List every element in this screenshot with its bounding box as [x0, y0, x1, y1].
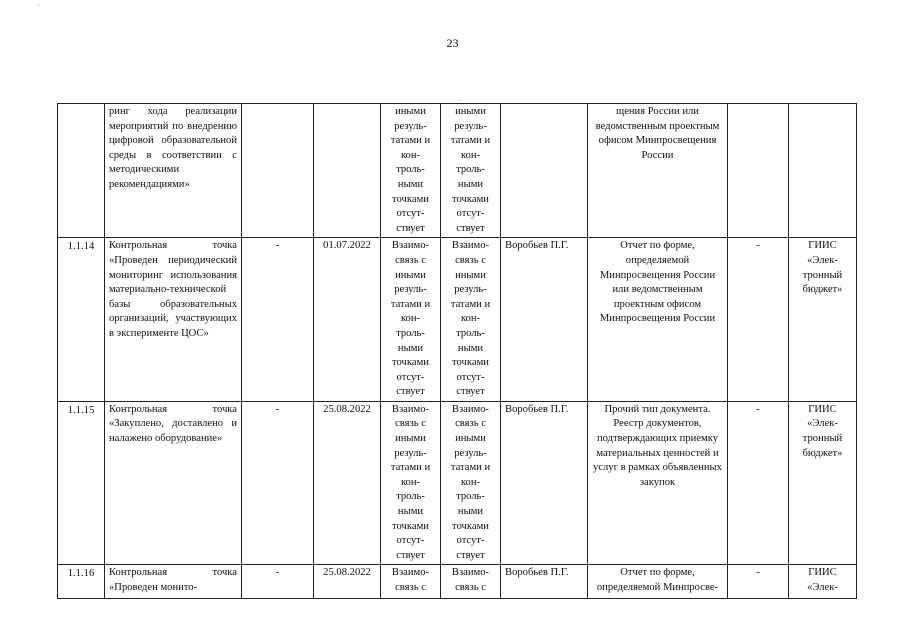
corner-mark: '' — [37, 3, 40, 12]
row-relation-2: Взаимо- связь с иными резуль- татами и кон- троль- ными точками отсут- ствует — [441, 401, 501, 565]
row-number: 1.1.16 — [58, 565, 105, 599]
row-relation-2: Взаимо- связь с иными резуль- татами и кон- троль- ными точками отсут- ствует — [441, 238, 501, 402]
row-date: 25.08.2022 — [314, 565, 381, 599]
table-row — [58, 104, 857, 238]
row-system: ГИИС «Элек- — [789, 565, 857, 599]
row-relation-1: Взаимо- связь с иными резуль- татами и кон- троль- ными точками отсут- ствует — [381, 401, 441, 565]
row-col9: - — [728, 565, 789, 599]
row-relation-1: Взаимо- связь с иными резуль- татами и кон- троль- ными точками отсут- ствует — [381, 238, 441, 402]
plan-table — [57, 103, 857, 599]
table-row — [58, 238, 857, 402]
row-col3: - — [242, 401, 314, 565]
table-row — [58, 401, 857, 565]
row-responsible: Воробьев П.Г. — [501, 401, 588, 565]
row-system — [789, 104, 857, 238]
row-date: 01.07.2022 — [314, 238, 381, 402]
row-number — [58, 104, 105, 238]
row-system: ГИИС «Элек- тронный бюджет» — [789, 401, 857, 565]
row-name: Контрольная точка «Проведен монито- — [105, 565, 242, 599]
page-number: 23 — [446, 36, 459, 50]
row-col3: - — [242, 238, 314, 402]
row-responsible: Воробьев П.Г. — [501, 565, 588, 599]
row-document: Отчет по форме, определяемой Минпросвещения России или ведомственным проектным офисом Минпросвещения России — [588, 238, 728, 402]
row-number: 1.1.14 — [58, 238, 105, 402]
row-responsible: Воробьев П.Г. — [501, 238, 588, 402]
row-relation-2: иными резуль- татами и кон- троль- ными точками отсут- ствует — [441, 104, 501, 238]
row-document: щения России или ведомственным проектным офисом Минпросвещения России — [588, 104, 728, 238]
row-relation-1: иными резуль- татами и кон- троль- ными точками отсут- ствует — [381, 104, 441, 238]
row-name: Контрольная точка «Закуплено, доставлено и налажено оборудование» — [105, 401, 242, 565]
row-col3 — [242, 104, 314, 238]
row-document: Отчет по форме, определяемой Минпросве- — [588, 565, 728, 599]
row-col9: - — [728, 238, 789, 402]
table-row — [58, 565, 857, 599]
row-relation-2: Взаимо- связь с — [441, 565, 501, 599]
row-col3: - — [242, 565, 314, 599]
row-date — [314, 104, 381, 238]
row-document: Прочий тип документа. Реестр документов, подтверждающих приемку материальных ценностей и услуг в рамках объявленных закупок — [588, 401, 728, 565]
row-col9: - — [728, 401, 789, 565]
row-responsible — [501, 104, 588, 238]
row-name: Контрольная точка «Проведен периодический мониторинг использования материально-технической базы образовательных организаций, участвующих в эксперименте ЦОС» — [105, 238, 242, 402]
row-col9 — [728, 104, 789, 238]
row-name: ринг хода реализации мероприятий по внедрению цифровой образовательной среды в соответствии с методическими рекомендациями» — [105, 104, 242, 238]
dot-mark: . — [459, 94, 461, 103]
row-number: 1.1.15 — [58, 401, 105, 565]
row-date: 25.08.2022 — [314, 401, 381, 565]
row-relation-1: Взаимо- связь с — [381, 565, 441, 599]
row-system: ГИИС «Элек- тронный бюджет» — [789, 238, 857, 402]
